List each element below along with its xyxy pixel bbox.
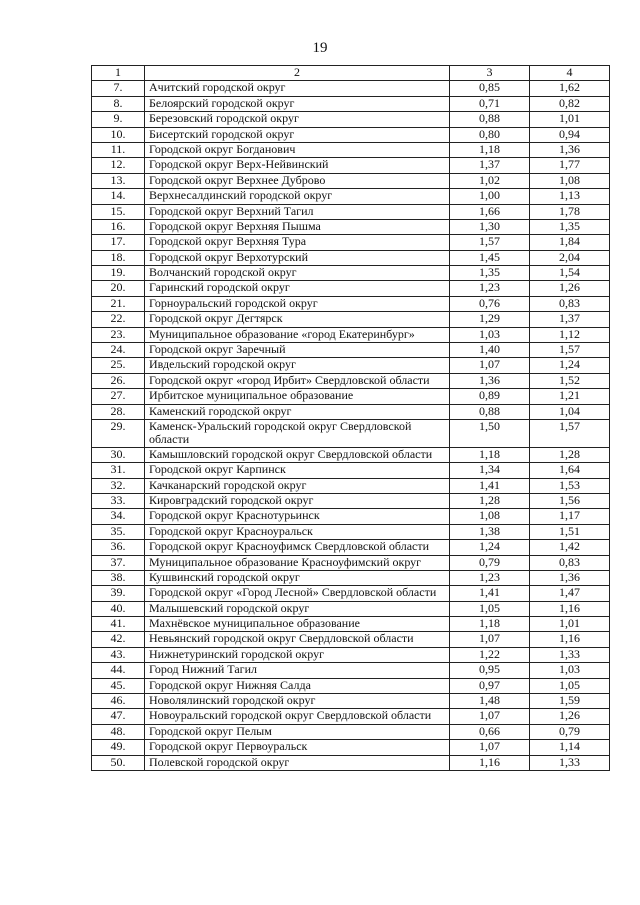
table-row <box>92 189 610 204</box>
table-row <box>92 173 610 188</box>
row-number-cell: 44. <box>92 663 145 678</box>
column-header: 3 <box>450 66 530 81</box>
column-4-value-cell: 1,53 <box>530 478 610 493</box>
row-number-cell: 29. <box>92 419 145 447</box>
municipality-name-cell: Нижнетуринский городской округ <box>145 647 450 662</box>
row-number-cell: 38. <box>92 570 145 585</box>
row-number-cell: 16. <box>92 219 145 234</box>
table-row <box>92 235 610 250</box>
table-row <box>92 312 610 327</box>
row-number-cell: 21. <box>92 296 145 311</box>
column-3-value-cell: 0,88 <box>450 112 530 127</box>
column-3-value-cell: 1,35 <box>450 266 530 281</box>
coefficients-table <box>91 65 610 771</box>
column-4-value-cell: 1,24 <box>530 358 610 373</box>
row-number-cell: 14. <box>92 189 145 204</box>
column-4-value-cell: 1,56 <box>530 493 610 508</box>
column-4-value-cell: 1,47 <box>530 586 610 601</box>
municipality-name-cell: Городской округ Нижняя Салда <box>145 678 450 693</box>
column-4-value-cell: 0,83 <box>530 555 610 570</box>
column-4-value-cell: 1,16 <box>530 601 610 616</box>
column-3-value-cell: 1,07 <box>450 740 530 755</box>
column-3-value-cell: 1,23 <box>450 281 530 296</box>
table-row <box>92 709 610 724</box>
row-number-cell: 20. <box>92 281 145 296</box>
municipality-name-cell: Городской округ «Город Лесной» Свердловской области <box>145 586 450 601</box>
column-4-value-cell: 1,52 <box>530 373 610 388</box>
table-row <box>92 463 610 478</box>
table-row <box>92 158 610 173</box>
table-row <box>92 724 610 739</box>
column-header: 2 <box>145 66 450 81</box>
municipality-name-cell: Махнёвское муниципальное образование <box>145 617 450 632</box>
column-3-value-cell: 0,76 <box>450 296 530 311</box>
row-number-cell: 12. <box>92 158 145 173</box>
column-3-value-cell: 1,22 <box>450 647 530 662</box>
table-row <box>92 281 610 296</box>
column-4-value-cell: 0,83 <box>530 296 610 311</box>
municipality-name-cell: Бисертский городской округ <box>145 127 450 142</box>
column-4-value-cell: 1,28 <box>530 447 610 462</box>
municipality-name-cell: Ирбитское муниципальное образование <box>145 389 450 404</box>
table-row <box>92 524 610 539</box>
table-header-row <box>92 66 610 81</box>
column-3-value-cell: 1,50 <box>450 419 530 447</box>
column-4-value-cell: 1,08 <box>530 173 610 188</box>
column-4-value-cell: 1,37 <box>530 312 610 327</box>
table-row <box>92 419 610 447</box>
table-row <box>92 694 610 709</box>
row-number-cell: 7. <box>92 81 145 96</box>
column-3-value-cell: 1,57 <box>450 235 530 250</box>
column-4-value-cell: 1,01 <box>530 617 610 632</box>
column-3-value-cell: 1,16 <box>450 755 530 770</box>
municipality-name-cell: Городской округ Красноуфимск Свердловской области <box>145 540 450 555</box>
table-row <box>92 617 610 632</box>
column-4-value-cell: 1,13 <box>530 189 610 204</box>
column-3-value-cell: 1,03 <box>450 327 530 342</box>
municipality-name-cell: Каменск-Уральский городской округ Свердловской области <box>145 419 450 447</box>
table-row <box>92 81 610 96</box>
municipality-name-cell: Муниципальное образование «город Екатеринбург» <box>145 327 450 342</box>
row-number-cell: 8. <box>92 96 145 111</box>
municipality-name-cell: Горноуральский городской округ <box>145 296 450 311</box>
municipality-name-cell: Городской округ Карпинск <box>145 463 450 478</box>
municipality-name-cell: Малышевский городской округ <box>145 601 450 616</box>
row-number-cell: 28. <box>92 404 145 419</box>
column-4-value-cell: 1,26 <box>530 281 610 296</box>
municipality-name-cell: Городской округ Верхнее Дуброво <box>145 173 450 188</box>
table-row <box>92 142 610 157</box>
column-header: 1 <box>92 66 145 81</box>
municipality-name-cell: Гаринский городской округ <box>145 281 450 296</box>
row-number-cell: 13. <box>92 173 145 188</box>
row-number-cell: 26. <box>92 373 145 388</box>
table-row <box>92 96 610 111</box>
column-3-value-cell: 0,80 <box>450 127 530 142</box>
row-number-cell: 22. <box>92 312 145 327</box>
municipality-name-cell: Городской округ Заречный <box>145 343 450 358</box>
table-row <box>92 632 610 647</box>
column-4-value-cell: 1,03 <box>530 663 610 678</box>
column-3-value-cell: 1,45 <box>450 250 530 265</box>
municipality-name-cell: Город Нижний Тагил <box>145 663 450 678</box>
municipality-name-cell: Белоярский городской округ <box>145 96 450 111</box>
municipality-name-cell: Кушвинский городской округ <box>145 570 450 585</box>
row-number-cell: 27. <box>92 389 145 404</box>
table-row <box>92 266 610 281</box>
table-row <box>92 296 610 311</box>
column-4-value-cell: 1,36 <box>530 570 610 585</box>
table-row <box>92 586 610 601</box>
municipality-name-cell: Полевской городской округ <box>145 755 450 770</box>
column-4-value-cell: 1,42 <box>530 540 610 555</box>
column-3-value-cell: 1,18 <box>450 617 530 632</box>
row-number-cell: 32. <box>92 478 145 493</box>
column-3-value-cell: 0,89 <box>450 389 530 404</box>
municipality-name-cell: Ивдельский городской округ <box>145 358 450 373</box>
table-row <box>92 327 610 342</box>
table-row <box>92 389 610 404</box>
table-row <box>92 740 610 755</box>
column-3-value-cell: 1,28 <box>450 493 530 508</box>
row-number-cell: 50. <box>92 755 145 770</box>
row-number-cell: 10. <box>92 127 145 142</box>
column-3-value-cell: 1,23 <box>450 570 530 585</box>
column-3-value-cell: 1,07 <box>450 632 530 647</box>
municipality-name-cell: Камышловский городской округ Свердловской области <box>145 447 450 462</box>
column-4-value-cell: 1,51 <box>530 524 610 539</box>
table-row <box>92 555 610 570</box>
column-3-value-cell: 1,41 <box>450 478 530 493</box>
table-row <box>92 493 610 508</box>
table-row <box>92 570 610 585</box>
table-row <box>92 373 610 388</box>
table-row <box>92 447 610 462</box>
column-3-value-cell: 1,18 <box>450 142 530 157</box>
column-4-value-cell: 0,79 <box>530 724 610 739</box>
row-number-cell: 15. <box>92 204 145 219</box>
municipality-name-cell: Городской округ Дегтярск <box>145 312 450 327</box>
row-number-cell: 17. <box>92 235 145 250</box>
row-number-cell: 39. <box>92 586 145 601</box>
column-4-value-cell: 1,05 <box>530 678 610 693</box>
municipality-name-cell: Качканарский городской округ <box>145 478 450 493</box>
row-number-cell: 48. <box>92 724 145 739</box>
column-3-value-cell: 1,08 <box>450 509 530 524</box>
column-4-value-cell: 1,16 <box>530 632 610 647</box>
column-header: 4 <box>530 66 610 81</box>
column-3-value-cell: 1,30 <box>450 219 530 234</box>
municipality-name-cell: Городской округ Верхняя Тура <box>145 235 450 250</box>
table-row <box>92 755 610 770</box>
column-4-value-cell: 1,26 <box>530 709 610 724</box>
column-3-value-cell: 1,38 <box>450 524 530 539</box>
column-4-value-cell: 1,84 <box>530 235 610 250</box>
row-number-cell: 45. <box>92 678 145 693</box>
column-3-value-cell: 0,85 <box>450 81 530 96</box>
column-4-value-cell: 1,78 <box>530 204 610 219</box>
row-number-cell: 30. <box>92 447 145 462</box>
municipality-name-cell: Новолялинский городской округ <box>145 694 450 709</box>
municipality-name-cell: Кировградский городской округ <box>145 493 450 508</box>
row-number-cell: 19. <box>92 266 145 281</box>
table-row <box>92 358 610 373</box>
row-number-cell: 9. <box>92 112 145 127</box>
municipality-name-cell: Городской округ Краснотурьинск <box>145 509 450 524</box>
row-number-cell: 31. <box>92 463 145 478</box>
column-3-value-cell: 1,34 <box>450 463 530 478</box>
row-number-cell: 34. <box>92 509 145 524</box>
column-4-value-cell: 1,01 <box>530 112 610 127</box>
table-row <box>92 343 610 358</box>
column-4-value-cell: 0,94 <box>530 127 610 142</box>
column-4-value-cell: 1,57 <box>530 343 610 358</box>
column-3-value-cell: 0,79 <box>450 555 530 570</box>
row-number-cell: 46. <box>92 694 145 709</box>
column-3-value-cell: 0,97 <box>450 678 530 693</box>
table-row <box>92 404 610 419</box>
table-row <box>92 219 610 234</box>
municipality-name-cell: Верхнесалдинский городской округ <box>145 189 450 204</box>
municipality-name-cell: Городской округ Красноуральск <box>145 524 450 539</box>
table-row <box>92 509 610 524</box>
row-number-cell: 18. <box>92 250 145 265</box>
row-number-cell: 35. <box>92 524 145 539</box>
row-number-cell: 47. <box>92 709 145 724</box>
column-3-value-cell: 1,24 <box>450 540 530 555</box>
column-3-value-cell: 0,95 <box>450 663 530 678</box>
column-3-value-cell: 1,40 <box>450 343 530 358</box>
row-number-cell: 40. <box>92 601 145 616</box>
column-3-value-cell: 1,41 <box>450 586 530 601</box>
table-row <box>92 478 610 493</box>
municipality-name-cell: Муниципальное образование Красноуфимский округ <box>145 555 450 570</box>
municipality-name-cell: Городской округ Пелым <box>145 724 450 739</box>
row-number-cell: 49. <box>92 740 145 755</box>
column-4-value-cell: 1,64 <box>530 463 610 478</box>
column-3-value-cell: 1,00 <box>450 189 530 204</box>
table-row <box>92 663 610 678</box>
municipality-name-cell: Городской округ Верхний Тагил <box>145 204 450 219</box>
column-3-value-cell: 1,37 <box>450 158 530 173</box>
column-4-value-cell: 2,04 <box>530 250 610 265</box>
column-4-value-cell: 1,62 <box>530 81 610 96</box>
row-number-cell: 42. <box>92 632 145 647</box>
column-3-value-cell: 1,02 <box>450 173 530 188</box>
column-3-value-cell: 0,88 <box>450 404 530 419</box>
column-3-value-cell: 1,29 <box>450 312 530 327</box>
row-number-cell: 36. <box>92 540 145 555</box>
table-row <box>92 112 610 127</box>
column-4-value-cell: 1,04 <box>530 404 610 419</box>
table-row <box>92 127 610 142</box>
column-4-value-cell: 1,35 <box>530 219 610 234</box>
column-4-value-cell: 1,36 <box>530 142 610 157</box>
row-number-cell: 11. <box>92 142 145 157</box>
column-3-value-cell: 1,05 <box>450 601 530 616</box>
municipality-name-cell: Невьянский городской округ Свердловской области <box>145 632 450 647</box>
row-number-cell: 33. <box>92 493 145 508</box>
municipality-name-cell: Новоуральский городской округ Свердловской области <box>145 709 450 724</box>
municipality-name-cell: Ачитский городской округ <box>145 81 450 96</box>
table-row <box>92 250 610 265</box>
column-3-value-cell: 0,66 <box>450 724 530 739</box>
row-number-cell: 25. <box>92 358 145 373</box>
municipality-name-cell: Городской округ Верхняя Пышма <box>145 219 450 234</box>
row-number-cell: 41. <box>92 617 145 632</box>
table-row <box>92 204 610 219</box>
table-row <box>92 601 610 616</box>
municipality-name-cell: Березовский городской округ <box>145 112 450 127</box>
column-4-value-cell: 1,57 <box>530 419 610 447</box>
table-row <box>92 647 610 662</box>
column-3-value-cell: 1,36 <box>450 373 530 388</box>
column-4-value-cell: 1,14 <box>530 740 610 755</box>
page-number: 19 <box>312 40 328 56</box>
column-4-value-cell: 1,21 <box>530 389 610 404</box>
column-3-value-cell: 1,66 <box>450 204 530 219</box>
municipality-name-cell: Городской округ Верх-Нейвинский <box>145 158 450 173</box>
municipality-name-cell: Городской округ Первоуральск <box>145 740 450 755</box>
municipality-name-cell: Городской округ Верхотурский <box>145 250 450 265</box>
column-3-value-cell: 1,48 <box>450 694 530 709</box>
row-number-cell: 24. <box>92 343 145 358</box>
column-3-value-cell: 1,18 <box>450 447 530 462</box>
municipality-name-cell: Городской округ Богданович <box>145 142 450 157</box>
row-number-cell: 43. <box>92 647 145 662</box>
column-4-value-cell: 1,59 <box>530 694 610 709</box>
column-4-value-cell: 1,54 <box>530 266 610 281</box>
column-4-value-cell: 1,12 <box>530 327 610 342</box>
municipality-name-cell: Каменский городской округ <box>145 404 450 419</box>
column-4-value-cell: 1,33 <box>530 647 610 662</box>
municipality-name-cell: Волчанский городской округ <box>145 266 450 281</box>
column-4-value-cell: 1,77 <box>530 158 610 173</box>
column-3-value-cell: 1,07 <box>450 709 530 724</box>
table-row <box>92 540 610 555</box>
column-4-value-cell: 0,82 <box>530 96 610 111</box>
column-4-value-cell: 1,33 <box>530 755 610 770</box>
column-3-value-cell: 1,07 <box>450 358 530 373</box>
column-3-value-cell: 0,71 <box>450 96 530 111</box>
row-number-cell: 37. <box>92 555 145 570</box>
column-4-value-cell: 1,17 <box>530 509 610 524</box>
row-number-cell: 23. <box>92 327 145 342</box>
municipality-name-cell: Городской округ «город Ирбит» Свердловской области <box>145 373 450 388</box>
table-row <box>92 678 610 693</box>
